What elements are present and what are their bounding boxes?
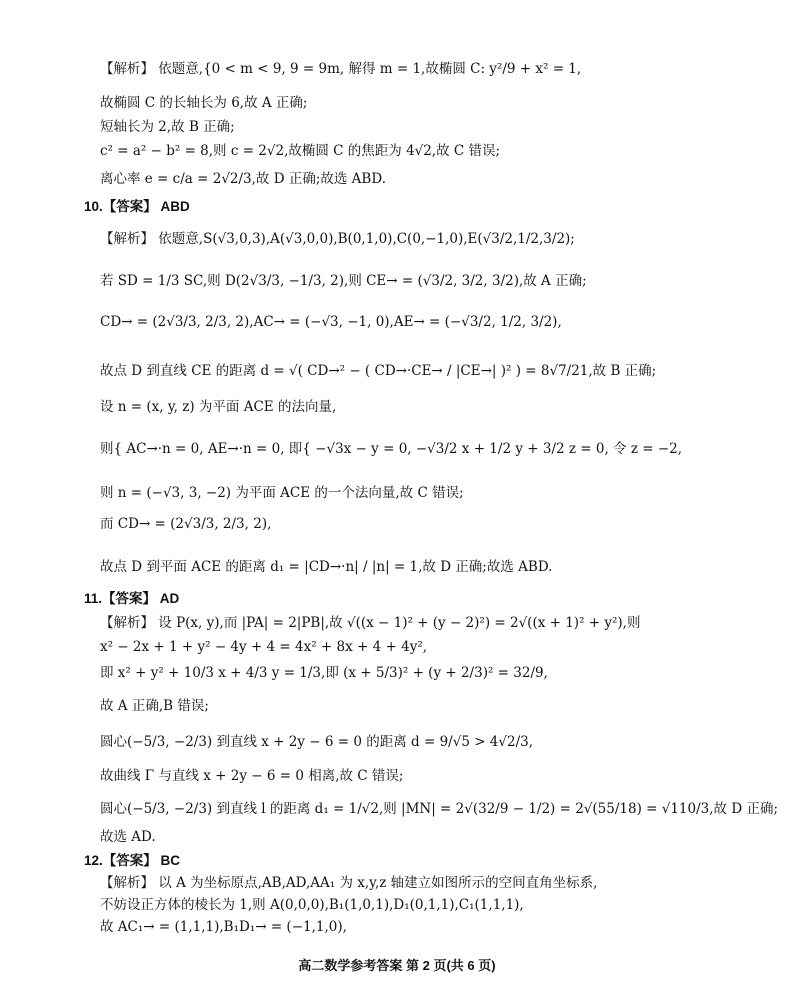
text-line: 即 x² + y² + 10/3 x + 4/3 y = 1/3,即 (x + 5/3)² + (y + 2/3)² = 32/9, [100,665,548,681]
text-line: x² − 2x + 1 + y² − 4y + 4 = 4x² + 8x + 4 + 4y², [100,639,428,655]
text-line: 则 n = (−√3, 3, −2) 为平面 ACE 的一个法向量,故 C 错误; [100,485,464,501]
text-line: 不妨设正方体的棱长为 1,则 A(0,0,0),B₁(1,0,1),D₁(0,1,1),C₁(1,1,1), [100,897,524,913]
text-line: 设 n = (x, y, z) 为平面 ACE 的法向量, [100,399,337,415]
page-footer: 高二数学参考答案 第 2 页(共 6 页) [298,958,496,973]
text-line: CD→ = (2√3/3, 2/3, 2),AC→ = (−√3, −1, 0),AE→ = (−√3/2, 1/2, 3/2), [100,314,562,330]
text-line: 12.【答案】 BC [84,853,181,868]
text-line: c² = a² − b² = 8,则 c = 2√2,故椭圆 C 的焦距为 4√2,故 C 错误; [100,143,501,159]
text-line: 11.【答案】 AD [84,591,180,606]
text-line: 故 A 正确,B 错误; [100,698,209,714]
text-line: 而 CD→ = (2√3/3, 2/3, 2), [100,516,272,532]
text-line: 【解析】 设 P(x, y),而 |PA| = 2|PB|,故 √((x − 1)² + (y − 2)²) = 2√((x + 1)² + y²),则 [100,615,641,631]
text-line: 【解析】 依题意,{0 < m < 9, 9 = 9m, 解得 m = 1,故椭圆 C: y²/9 + x² = 1, [100,61,582,77]
text-line: 圆心(−5/3, −2/3) 到直线 l 的距离 d₁ = 1/√2,则 |MN| = 2√(32/9 − 1/2) = 2√(55/18) = √110/3,故 D 正确; [100,801,778,817]
text-line: 故 AC₁→ = (1,1,1),B₁D₁→ = (−1,1,0), [100,919,347,935]
text-line: 10.【答案】 ABD [84,199,190,214]
text-line: 故选 AD. [100,829,156,845]
text-line: 则{ AC→·n = 0, AE→·n = 0, 即{ −√3x − y = 0, −√3/2 x + 1/2 y + 3/2 z = 0, 令 z = −2, [100,441,683,457]
text-line: 离心率 e = c/a = 2√2/3,故 D 正确;故选 ABD. [100,171,386,187]
text-line: 【解析】 依题意,S(√3,0,3),A(√3,0,0),B(0,1,0),C(0,−1,0),E(√3/2,1/2,3/2); [100,231,575,247]
text-line: 若 SD = 1/3 SC,则 D(2√3/3, −1/3, 2),则 CE→ = (√3/2, 3/2, 3/2),故 A 正确; [100,273,587,289]
text-line: 短轴长为 2,故 B 正确; [100,119,235,135]
text-line: 圆心(−5/3, −2/3) 到直线 x + 2y − 6 = 0 的距离 d = 9/√5 > 4√2/3, [100,734,534,750]
text-line: 故曲线 Γ 与直线 x + 2y − 6 = 0 相离,故 C 错误; [100,768,404,784]
text-line: 故点 D 到平面 ACE 的距离 d₁ = |CD→·n| / |n| = 1,故 D 正确;故选 ABD. [100,559,553,575]
text-line: 故点 D 到直线 CE 的距离 d = √( CD→² − ( CD→·CE→ / |CE→| )² ) = 8√7/21,故 B 正确; [100,363,657,379]
text-line: 【解析】 以 A 为坐标原点,AB,AD,AA₁ 为 x,y,z 轴建立如图所示的空间直角坐标系, [100,875,598,891]
text-line: 故椭圆 C 的长轴长为 6,故 A 正确; [100,95,308,111]
